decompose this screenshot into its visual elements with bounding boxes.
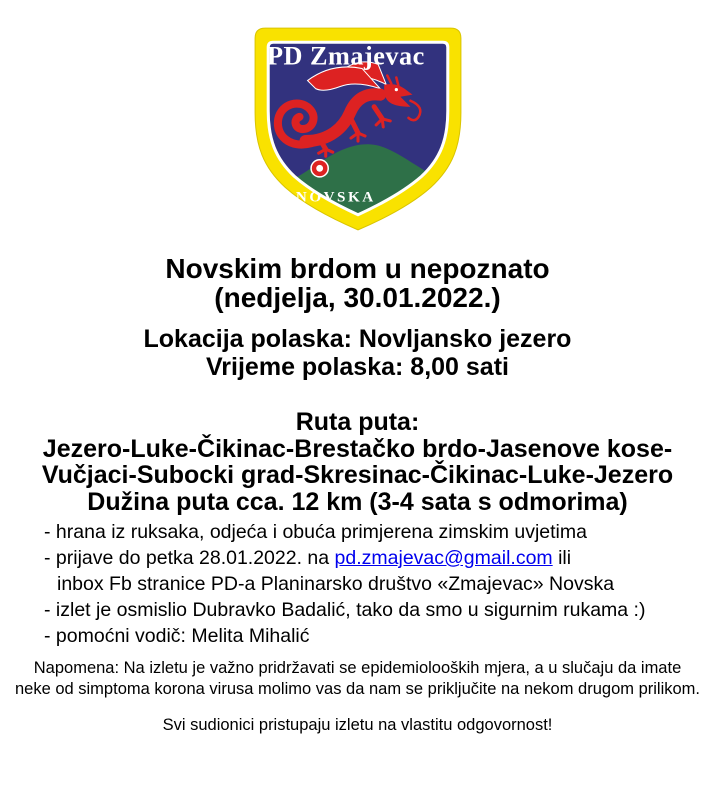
email-link[interactable]: pd.zmajevac@gmail.com — [334, 547, 553, 569]
note-registration — [44, 545, 715, 571]
covid-note-line2: neke od simptoma korona virusa molimo vas da nam se priključite na nekom drugom prilikom. — [14, 680, 701, 698]
meeting-details — [0, 325, 715, 381]
note-registration-cont: inbox Fb stranice PD-a Planinarsko društvo «Zmajevac» Novska — [57, 573, 615, 595]
responsibility-disclaimer: Svi sudionici pristupaju izletu na vlastitu odgovornost! — [162, 716, 553, 734]
covid-note — [0, 658, 715, 700]
note-registration-suffix: ili — [552, 547, 572, 569]
crest-club-name: PD Zmajevac — [266, 41, 425, 71]
route-line2: Vučjaci-Subocki grad-Skresinac-Čikinac-Luke-Jezero — [41, 461, 674, 489]
route-section — [0, 409, 715, 515]
club-logo — [0, 0, 715, 236]
start-time: Vrijeme polaska: 8,00 sati — [206, 353, 509, 381]
note-equipment: - hrana iz ruksaka, odjeća i obuća primjerena zimskim uvjetima — [44, 521, 587, 543]
start-location: Lokacija polaska: Novljansko jezero — [143, 325, 572, 353]
note-assistant-guide: - pomoćni vodič: Melita Mihalić — [44, 625, 310, 647]
route-length: Dužina puta cca. 12 km (3-4 sata s odmorima) — [87, 487, 628, 516]
club-crest — [245, 26, 471, 236]
note-organizer: - izlet je osmislio Dubravko Badalić, tako da smo u sigurnim rukama :) — [44, 599, 646, 621]
route-heading: Ruta puta: — [295, 408, 420, 436]
event-title — [0, 254, 715, 312]
event-date: (nedjelja, 30.01.2022.) — [214, 282, 501, 313]
notes-list — [0, 519, 715, 649]
covid-note-line1: Napomena: Na izletu je važno pridržavati se epidemiolooških mjera, a u slučaju da imate — [33, 659, 682, 677]
note-registration-text: - prijave do petka 28.01.2022. na — [44, 547, 335, 569]
event-title-line1: Novskim brdom u nepoznato — [165, 253, 550, 284]
route-line1: Jezero-Luke-Čikinac-Brestačko brdo-Jasenove kose- — [42, 434, 673, 463]
crest-city-name: NOVSKA — [295, 189, 376, 206]
trail-marker-icon — [311, 160, 328, 177]
